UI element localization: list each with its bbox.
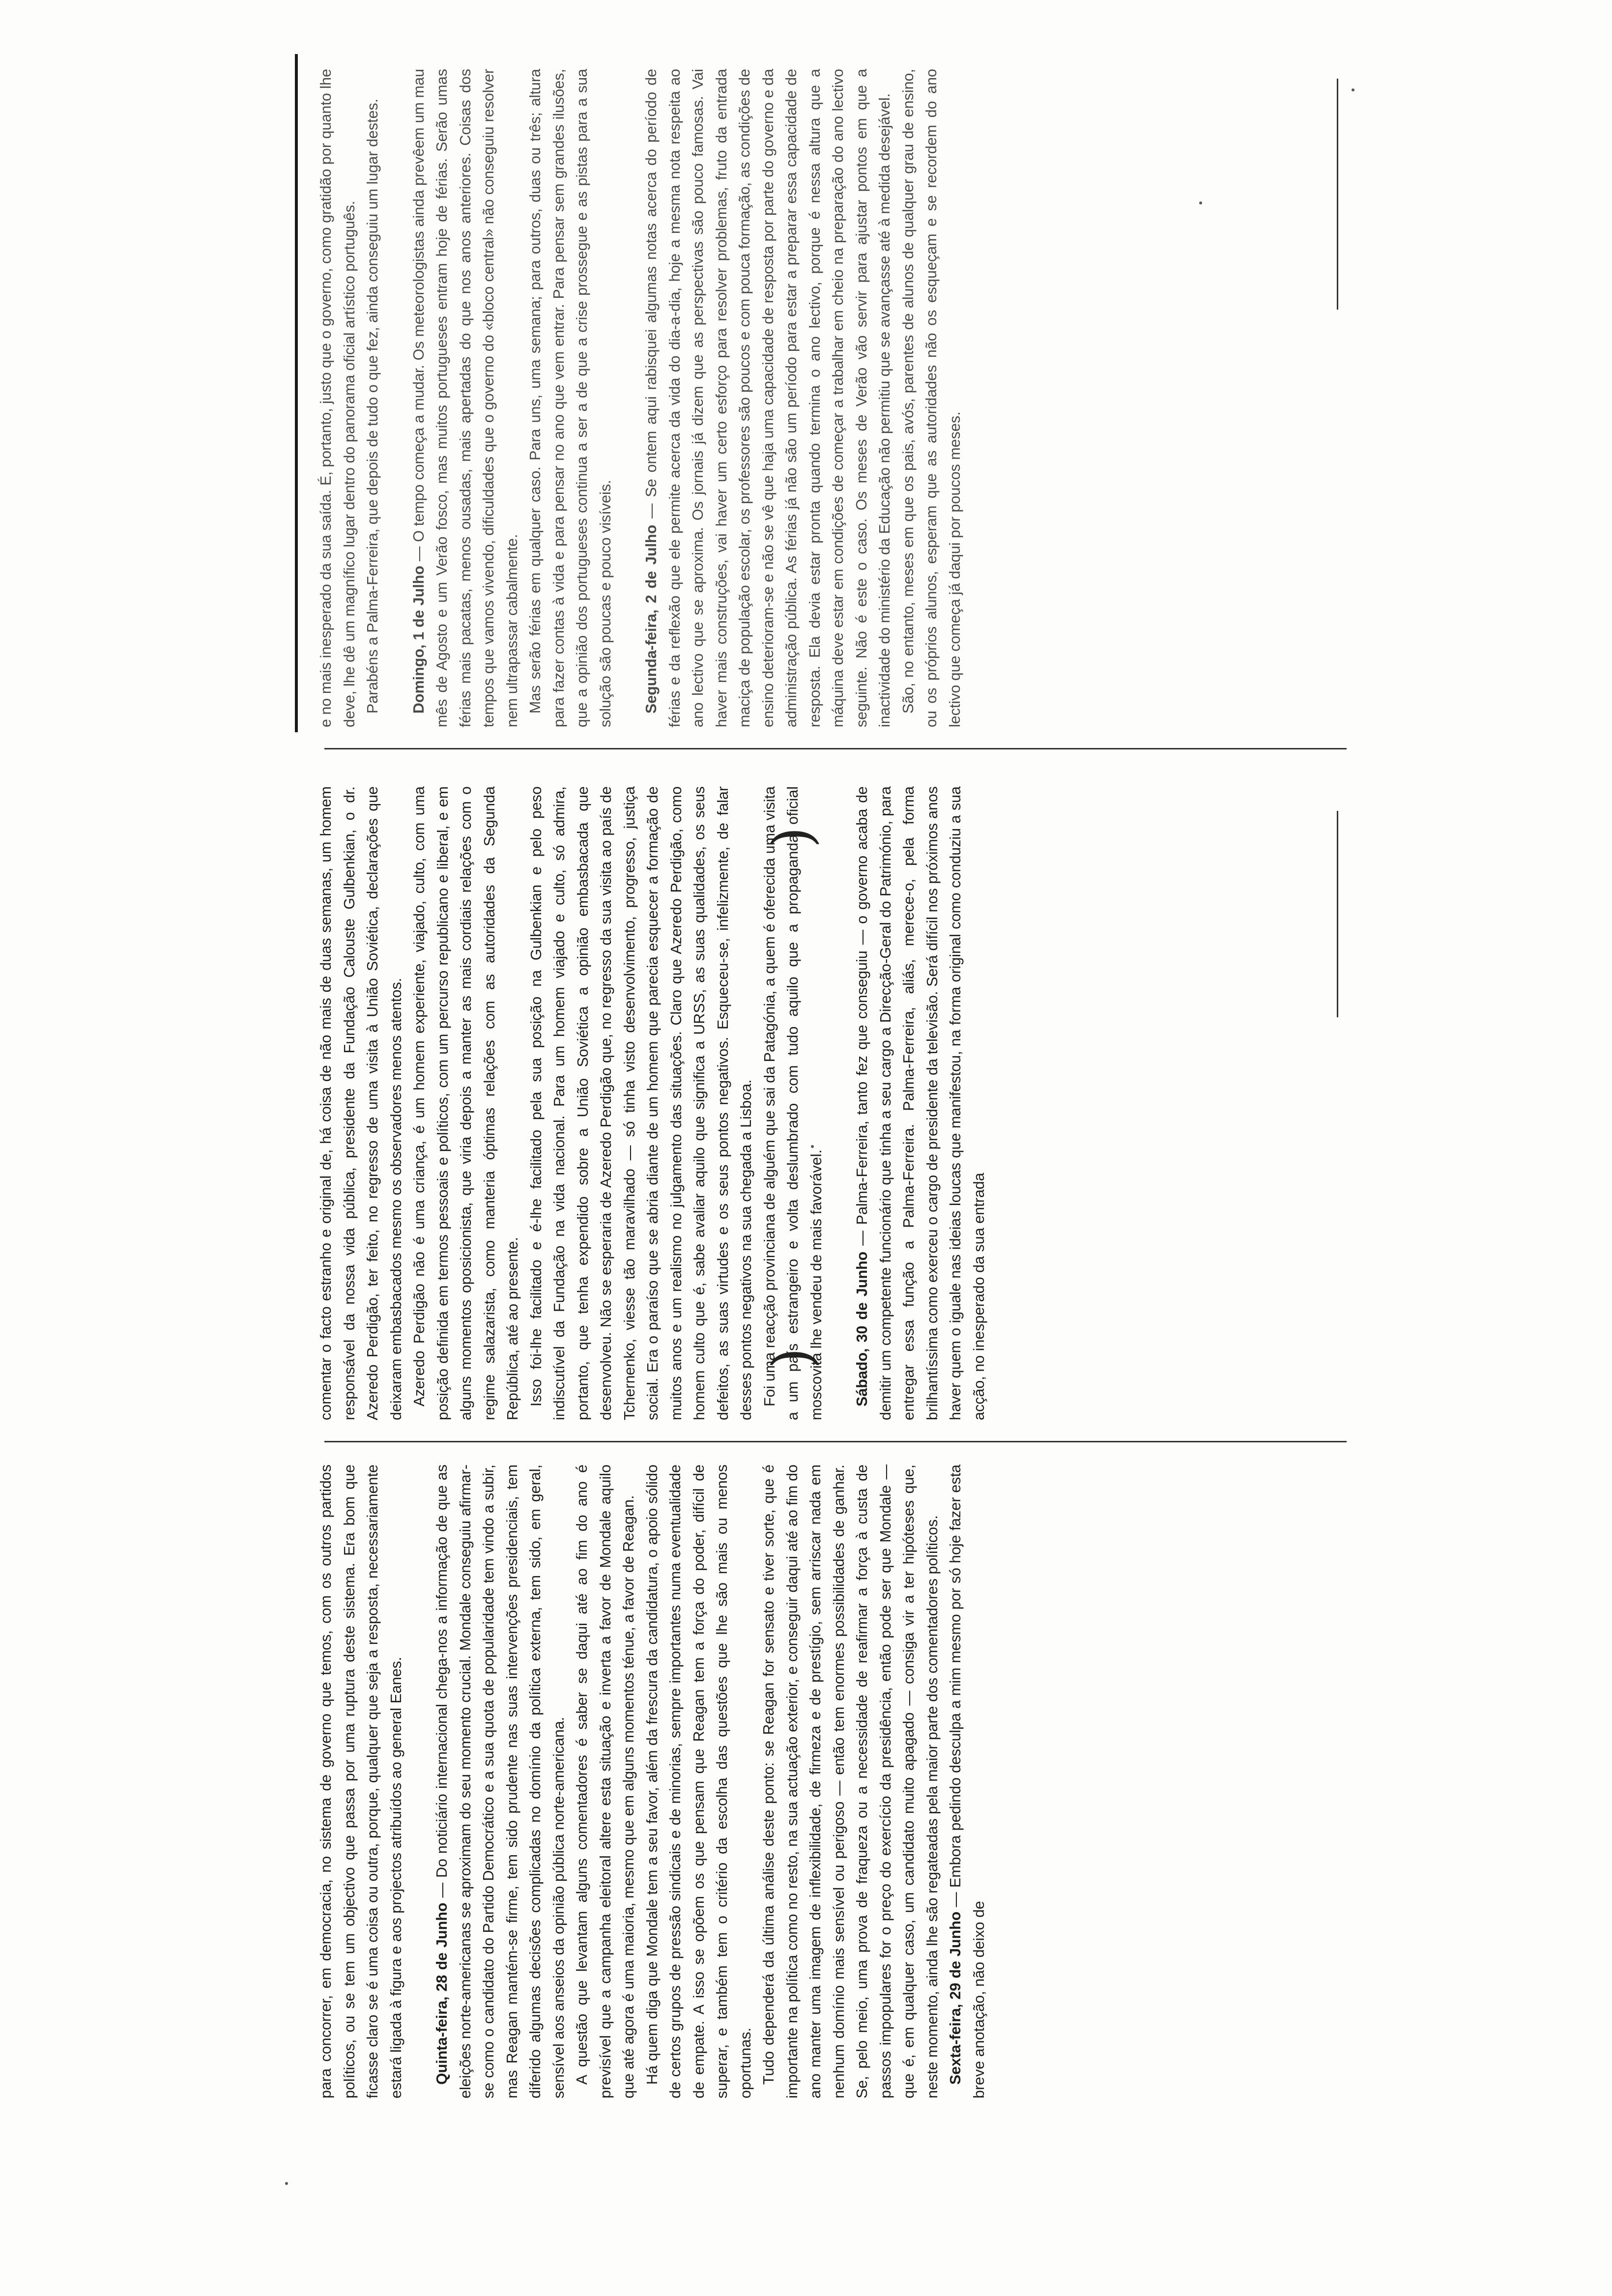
paragraph: Tudo dependerá da última análise deste ponto: se Reagan for sensato e tiver sorte, que é importante na política como no resto, na sua actuação exterior, e conseguir daqui até ao fim do ano manter uma imagem de inflexibilidade, de firmeza e de prestígio, sem arriscar nada em nenhum domínio mais sensível ou perigoso — então tem enormes possibilidades de ganhar. Se, pelo meio, uma prova de fraqueza ou a necessidade de reafirmar a força à custa de passos impopulares for o preço do exercício da presidência, então pode ser que Mondale — que é, em qualquer caso, um candidato muito apagado — consiga vir a ter hipóteses que, neste momento, ainda lhe são regateadas pela maior parte dos comentadores políticos.	[760, 1464, 941, 2098]
entry-text: — O tempo começa a mudar. Os meteorologistas ainda prevêem um mau mês de Agosto e um Verão fosco, mas muitos portugueses entram hoje de férias. Serão umas férias mais pacatas, menos ousadas, mais apertadas do que nos anos anteriores. Coisas dos tempos que vamos vivendo, dificuldades que o governo do «bloco central» não conseguiu resolver nem ultrapassar cabalmente.	[410, 69, 520, 727]
article-column-2	[315, 786, 1356, 1420]
paragraph: A questão que levantam alguns comentadores é saber se daqui até ao fim do ano é previsível que a campanha eleitoral altere esta situação e inverta a favor de Mondale aquilo que até agora é uma maioria, mesmo que em alguns momentos ténue, a favor de Reagan.	[574, 1464, 637, 2098]
paragraph-diary-entry	[851, 786, 991, 1420]
paragraph: Parabéns a Palma-Ferreira, que depois de tudo o que fez, ainda conseguiu um lugar destes.	[364, 98, 381, 714]
scan-speck	[1199, 201, 1202, 204]
paragraph: São, no entanto, meses em que os pais, avós, parentes de alunos de qualquer grau de ensino, ou os próprios alunos, esperam que as autoridades não os esqueçam e se recordem do ano lectivo que começa já daqui por poucos meses.	[899, 69, 963, 727]
date-heading: Segunda-feira, 2 de Julho	[643, 524, 660, 714]
date-heading: Domingo, 1 de Julho	[410, 566, 427, 714]
paragraph-diary-entry	[944, 1464, 991, 2098]
rotated-article	[315, 64, 1356, 2098]
entry-text: — Se ontem aqui rabisquei algumas notas acerca do período de férias e da reflexão que ele permite acerca da vida do dia-a-dia, hoje a mesma nota respeita ao ano lectivo que se aproxima. Os jornais já dizem que as perspectivas são pouco famosas. Vai haver mais construções, vai haver um certo esforço para resolver problemas, fruto da entrada maciça de população escolar, os professores são poucos e com pouca formação, as condições de ensino deterioram-se e não se vê que haja uma capacidade de resposta por parte do governo e da administração pública. As férias já não são um período para estar a preparar essa capacidade de resposta. Ela devia estar pronta quando termina o ano lectivo, porque é nessa altura que a máquina deve estar em condições de começar a trabalhar em cheio na preparação do ano lectivo seguinte. Não é este o caso. Os meses de Verão vão servir para ajustar pontos em que a inactividade do ministério da Educação não permitiu que se avançasse até à medida desejável.	[643, 69, 893, 727]
top-rule	[295, 54, 298, 732]
date-heading: Quinta-feira, 28 de Junho	[433, 1902, 450, 2085]
scan-speck	[811, 1145, 814, 1148]
date-heading: Sábado, 30 de Junho	[854, 1251, 870, 1406]
entry-text: — Do noticiário internacional chega-nos a informação de que as eleições norte-americanas se aproximam do seu momento crucial. Mondale conseguiu afirmar-se como o candidato do Partido Democrático e a sua quota de popularidade tem vindo a subir, mas Reagan mantém-se firme, tem sido prudente nas suas intervenções presidenciais, tem diferido algumas decisões complicadas no domínio da política externa, tem sido, em geral, sensível aos anseios da opinião pública norte-americana.	[433, 1464, 567, 2098]
paragraph-diary-entry	[431, 1464, 571, 2098]
paragraph: comentar o facto estranho e original de, há coisa de não mais de duas semanas, um homem responsável da nossa vida pública, presidente da Fundação Calouste Gulbenkian, o dr. Azeredo Perdigão, ter feito, no regresso de uma visita à União Soviética, declarações que deixaram embasbacados mesmo os observadores menos atentos.	[317, 786, 404, 1420]
scan-speck	[1352, 88, 1354, 91]
paragraph-diary-entry	[407, 69, 524, 727]
paragraph: Foi uma reacção provinciana de alguém que sai da Patagónia, a quem é oferecida uma visita a um país estrangeiro e volta deslumbrado com tudo aquilo que a propaganda oficial moscovita lhe vendeu de mais favorável.	[761, 786, 825, 1420]
date-heading: Sexta-feira, 29 de Junho	[947, 1911, 964, 2085]
scan-speck	[285, 2182, 288, 2185]
paragraph: Mas serão férias em qualquer caso. Para uns, uma semana; para outros, duas ou três; altura para fazer contas à vida e para pensar no ano que vem entrar. Para pensar sem grandes ilusões, que a opinião dos portugueses continua a ser a de que a crise prossegue e as pistas para a sua solução são poucas e pouco visíveis.	[527, 69, 614, 727]
paragraph: Azeredo Perdigão não é uma criança, é um homem experiente, viajado, culto, com uma posição definida em termos pessoais e políticos, com um percurso republicano e liberal, e em alguns momentos oposicionista, que viria depois a manter as mais cordiais relações com o regime salazarista, como manteria óptimas relações com as autoridades da Segunda República, até ao presente.	[411, 786, 521, 1420]
article-column-1	[315, 1464, 1356, 2098]
punch-hole-mark-lower: (	[765, 827, 829, 848]
punch-hole-mark-upper: (	[765, 1348, 829, 1369]
column-divider-1	[324, 1441, 1347, 1442]
article-column-3	[315, 69, 1356, 727]
paragraph: para concorrer, em democracia, no sistema de governo que temos, com os outros partidos políticos, ou se tem um objectivo que passa por uma ruptura deste sistema. Era bom que ficasse claro se é uma coisa ou outra, porque, qualquer que seja a resposta, necessariamente estará ligada à figura e aos projectos atribuídos ao general Eanes.	[317, 1464, 404, 2098]
paragraph: Há quem diga que Mondale tem a seu favor, além da frescura da candidatura, o apoio sólido de certos grupos de pressão sindicais e de minorias, sempre importantes numa eventualidade de empate. A isso se opõem os que pensam que Reagan tem a força do poder, difícil de superar, e também tem o critério da escolha das questões que lhe são mais ou menos oportunas.	[643, 1464, 754, 2098]
paragraph-diary-entry	[640, 69, 897, 727]
paragraph: e no mais inesperado da sua saída. É, portanto, justo que o governo, como gratidão por quanto lhe deve, lhe dê um magnífico lugar dentro do panorama oficial artístico português.	[317, 69, 358, 727]
paragraph: Isso foi-lhe facilitado e é-lhe facilitado pela sua posição na Gulbenkian e pelo peso indiscutível da Fundação na vida nacional. Para um homem viajado e culto, só admira, portanto, que tenha expendido sobre a União Soviética a opinião embasbacada que desenvolveu. Não se esperaria de Azeredo Perdigão que, no regresso da sua visita ao país de Tchernenko, viesse tão maravilhado — só tinha visto desenvolvimento, progresso, justiça social. Era o paraíso que se abria diante de um homem que parecia esquecer a formação de muitos anos e um realismo no julgamento das situações. Claro que Azeredo Perdigão, como homem culto que é, sabe avaliar aquilo que significa a URSS, as suas qualidades, os seus defeitos, as suas virtudes e os seus pontos negativos. Esqueceu-se, infelizmente, de falar desses pontos negativos na sua chegada a Lisboa.	[527, 786, 754, 1420]
column-divider-2	[324, 748, 1347, 749]
entry-text: — Embora pedindo desculpa a mim mesmo por só hoje fazer esta breve anotação, não deixo de	[947, 1464, 987, 2098]
entry-text: — Palma-Ferreira, tanto fez que conseguiu — o governo acaba de demitir um competente funcionário que tinha a seu cargo a Direcção-Geral do Património, para entregar essa função a Palma-Ferreira. Palma-Ferreira, aliás, merece-o, pela forma brilhantíssima como exerceu o cargo de presidente da televisão. Será difícil nos próximos anos haver quem o iguale nas ideias loucas que manifestou, na forma original como conduziu a sua acção, no inesperado da sua entrada	[854, 786, 987, 1420]
